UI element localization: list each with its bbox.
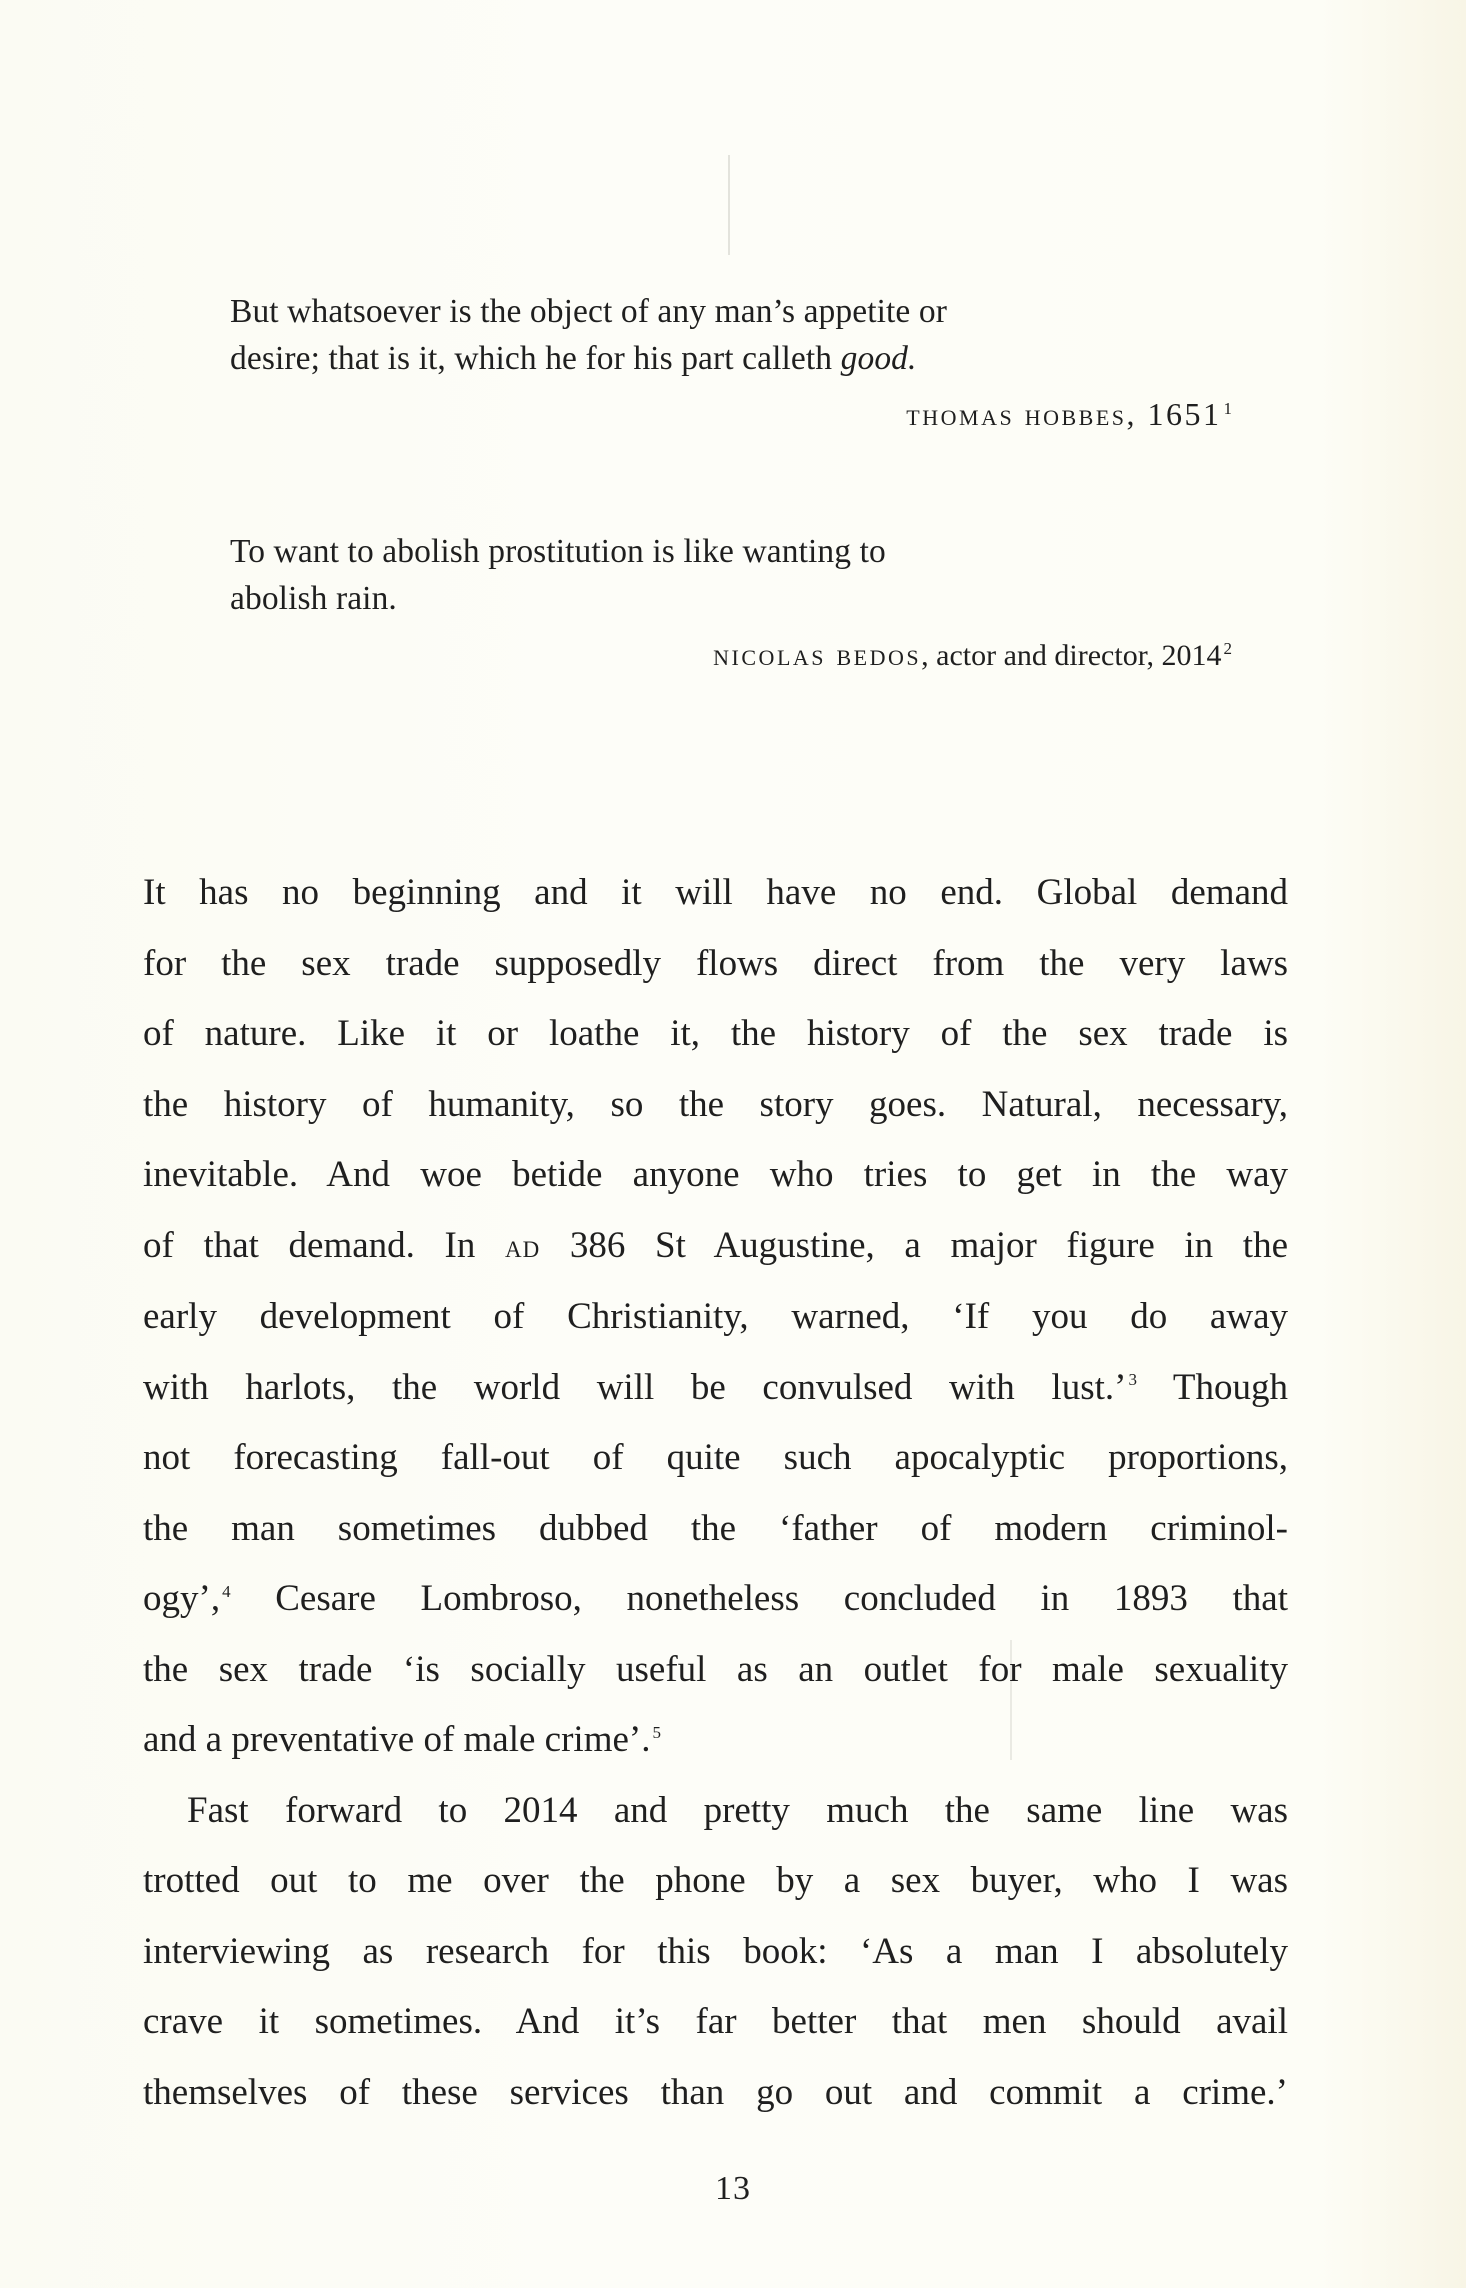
scan-mark-top <box>728 155 730 255</box>
epigraph-line: To want to abolish prostitution is like wanting to <box>230 533 886 570</box>
text-line: crave it sometimes. And it’s far better that men should avail <box>143 2001 1288 2042</box>
epigraph-attribution <box>230 636 1235 673</box>
text-line <box>143 1211 1288 1283</box>
text-span: of that demand. In <box>143 1224 506 1266</box>
era-abbreviation: ad <box>505 1228 541 1265</box>
text-line <box>143 1705 1288 1776</box>
epigraph-line: abolish rain. <box>230 580 397 617</box>
attribution-detail: , actor and director, 2014 <box>921 639 1222 672</box>
text-span: 386 St Augustine, a major figure in the <box>540 1224 1288 1266</box>
text-line: Fast forward to 2014 and pretty much the same line was <box>187 1789 1288 1831</box>
paragraph-1 <box>143 858 1288 1776</box>
text-line: interviewing as research for this book: ‘As a man I absolutely <box>143 1930 1288 1972</box>
text-line: the man sometimes dubbed the ‘father of modern criminol- <box>143 1507 1288 1549</box>
body-text <box>143 858 1288 2128</box>
text-span: and a preventative of male crime’. <box>143 1719 651 1760</box>
text-span: ogy’, <box>143 1578 221 1619</box>
text-line: the sex trade ‘is socially useful as an outlet for male sexuality <box>143 1648 1288 1690</box>
text-line: for the sex trade supposedly flows direct from the very laws <box>143 942 1288 984</box>
text-line: trotted out to me over the phone by a sex buyer, who I was <box>143 1860 1288 1901</box>
epigraph-quote <box>230 528 1235 622</box>
epigraph-line: But whatsoever is the object of any man’s appetite or <box>230 293 947 330</box>
author-name: thomas hobbes <box>906 396 1127 432</box>
epigraph-bedos <box>230 528 1235 673</box>
text-span: Though <box>1136 1366 1288 1408</box>
text-line: early development of Christianity, warned, ‘If you do away <box>143 1296 1288 1337</box>
text-line <box>143 1353 1288 1424</box>
footnote-marker[interactable]: 5 <box>652 1722 661 1742</box>
epigraph-line: desire; that is it, which he for his part calleth <box>230 340 841 377</box>
page-number: 13 <box>715 2170 751 2207</box>
footnote-marker[interactable]: 3 <box>1128 1370 1137 1390</box>
epigraph-quote <box>230 288 1235 382</box>
text-span: with harlots, the world will be convulsed with lust.’ <box>143 1366 1127 1408</box>
footnote-marker[interactable]: 1 <box>1223 399 1232 418</box>
epigraph-hobbes <box>230 288 1235 433</box>
text-line: themselves of these services than go out and commit a crime.’ <box>143 2071 1288 2113</box>
text-line: of nature. Like it or loathe it, the history of the sex trade is <box>143 1013 1288 1054</box>
author-name: nicolas bedos <box>713 636 922 672</box>
epigraph-attribution <box>230 396 1235 433</box>
footnote-marker[interactable]: 2 <box>1223 639 1232 658</box>
footnote-marker[interactable]: 4 <box>222 1581 231 1601</box>
text-span: Cesare Lombroso, nonetheless concluded in 1893 that <box>230 1578 1288 1619</box>
text-line: not forecasting fall-out of quite such apocalyptic proportions, <box>143 1437 1288 1478</box>
text-line: the history of humanity, so the story goes. Natural, necessary, <box>143 1083 1288 1125</box>
attribution-detail: , 1651 <box>1126 396 1222 432</box>
emphasized-word: good. <box>840 340 917 377</box>
text-line: It has no beginning and it will have no end. Global demand <box>143 872 1288 913</box>
paragraph-2 <box>143 1776 1288 2129</box>
text-line: inevitable. And woe betide anyone who tries to get in the way <box>143 1154 1288 1195</box>
text-line <box>143 1564 1288 1635</box>
